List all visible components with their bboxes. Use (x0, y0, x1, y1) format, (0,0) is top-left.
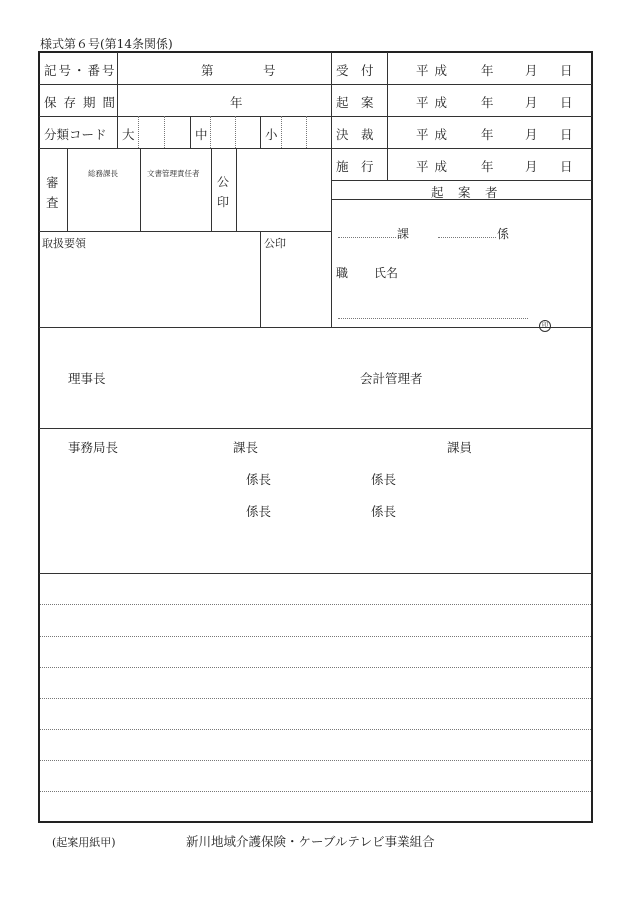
ka-blank (338, 237, 396, 238)
chu-bunrui-label: 中 (195, 127, 208, 142)
note-line (40, 729, 591, 730)
col-line (140, 148, 141, 231)
somu-kacho-label: 総務課長 (88, 169, 118, 178)
col-line (260, 116, 261, 148)
row-line (39, 327, 592, 328)
bunrui-code-label: 分類コード (44, 127, 107, 142)
date-row-label: 施 行 (336, 159, 374, 174)
row-line (39, 116, 592, 117)
day-label: 日 (560, 159, 573, 174)
kaikei-kanrisha-label: 会計管理者 (360, 371, 423, 386)
toriatsukai-label: 取扱要領 (42, 237, 86, 250)
date-row-label: 受 付 (336, 63, 374, 78)
form-frame (38, 51, 593, 823)
note-line (40, 698, 591, 699)
kakaricho-label: 係長 (246, 472, 272, 487)
code-divider (281, 116, 282, 148)
note-line (40, 760, 591, 761)
form-title: 様式第６号(第14条関係) (40, 37, 173, 51)
note-line (40, 636, 591, 637)
year-label: 年 (481, 63, 494, 78)
go-label: 号 (263, 63, 276, 78)
kiansha-title: 起 案 者 (431, 185, 499, 200)
shoku-label: 職 (336, 266, 349, 280)
day-label: 日 (560, 63, 573, 78)
row-line (39, 84, 592, 85)
note-line (40, 604, 591, 605)
kigo-bango-label: 記号・番号 (44, 63, 117, 78)
col-line (387, 52, 388, 180)
shinsa-label-1: 審 (46, 175, 59, 190)
month-label: 月 (525, 63, 538, 78)
col-line (190, 116, 191, 148)
era-label: 平成 (416, 63, 454, 78)
ka-label: 課 (397, 227, 410, 241)
era-label: 平成 (416, 95, 454, 110)
shinsa-label-2: 査 (46, 195, 59, 210)
code-divider (235, 116, 236, 148)
era-label: 平成 (416, 127, 454, 142)
toriatsukai-koin-label: 公印 (264, 237, 286, 250)
year-label: 年 (481, 95, 494, 110)
era-label: 平成 (416, 159, 454, 174)
kakaricho-label: 係長 (246, 504, 272, 519)
month-label: 月 (525, 127, 538, 142)
code-divider (306, 116, 307, 148)
row-line (39, 428, 592, 429)
shimei-label: 氏名 (374, 266, 399, 280)
hozon-kikan-label: 保存期間 (44, 95, 123, 110)
year-label: 年 (481, 159, 494, 174)
dai-label: 第 (201, 63, 214, 78)
day-label: 日 (560, 127, 573, 142)
row-line (331, 180, 592, 181)
col-line (67, 148, 68, 231)
seal-icon: 印 (539, 312, 551, 332)
date-row-label: 決 裁 (336, 127, 374, 142)
kakaricho-label: 係長 (371, 472, 397, 487)
jimukyokucho-label: 事務局長 (68, 440, 119, 455)
code-divider (210, 116, 211, 148)
row-line (39, 231, 331, 232)
rijicho-label: 理事長 (68, 371, 106, 386)
day-label: 日 (560, 95, 573, 110)
month-label: 月 (525, 159, 538, 174)
code-divider (138, 116, 139, 148)
koin-label-2: 印 (217, 195, 230, 209)
koin-label-1: 公 (217, 175, 230, 189)
sho-bunrui-label: 小 (265, 127, 278, 142)
month-label: 月 (525, 95, 538, 110)
col-line (236, 148, 237, 231)
kakari-label: 係 (497, 227, 510, 241)
kacho-label: 課長 (233, 440, 259, 455)
row-line (39, 148, 592, 149)
note-line (40, 667, 591, 668)
kakaricho-label: 係長 (371, 504, 397, 519)
name-blank (338, 318, 528, 319)
kakari-blank (438, 237, 496, 238)
kain-label: 課員 (447, 440, 473, 455)
note-line (40, 791, 591, 792)
paper-type-label: (起案用紙甲) (52, 836, 116, 849)
col-line (331, 52, 332, 327)
bunsho-sekinin-label: 文書管理責任者 (147, 169, 200, 178)
nen-label: 年 (230, 95, 243, 110)
date-row-label: 起 案 (336, 95, 374, 110)
organization-name: 新川地域介護保険・ケーブルテレビ事業組合 (186, 834, 435, 849)
col-line (211, 148, 212, 231)
dai-bunrui-label: 大 (122, 127, 135, 142)
year-label: 年 (481, 127, 494, 142)
col-line (260, 231, 261, 327)
row-line (39, 573, 592, 574)
code-divider (164, 116, 165, 148)
